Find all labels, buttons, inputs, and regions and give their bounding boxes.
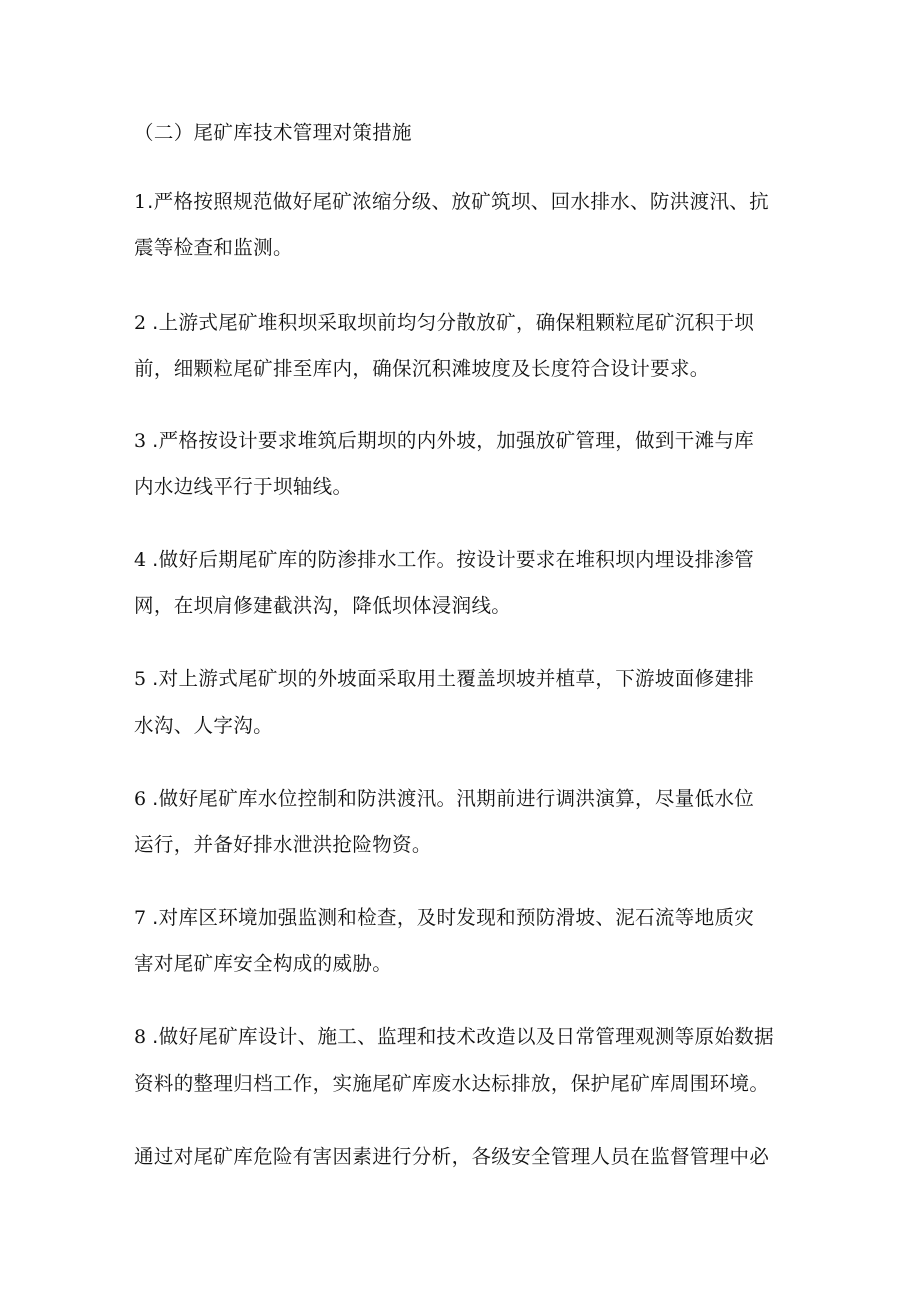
item-1-line-2: 震等检查和监测。	[134, 236, 293, 259]
item-8-line-1	[134, 1024, 774, 1050]
item-6-line-2: 运行，并备好排水泄洪抢险物资。	[134, 833, 432, 856]
item-6-number: 6	[134, 788, 147, 810]
item-4-text-1: .做好后期尾矿库的防渗排水工作。按设计要求在堆积坝内埋设排渗管	[152, 548, 755, 571]
closing-line: 通过对尾矿库危险有害因素进行分析，各级安全管理人员在监督管理中必	[134, 1145, 770, 1168]
item-7-text-1: .对库区环境加强监测和检查，及时发现和预防滑坡、泥石流等地质灾	[152, 906, 755, 929]
item-5-line-2: 水沟、人字沟。	[134, 714, 273, 737]
item-6-line-1	[134, 786, 754, 812]
item-4-line-1	[134, 547, 754, 573]
item-5-line-1	[134, 666, 754, 692]
item-1-line-1	[134, 189, 769, 215]
item-8-text-1: .做好尾矿库设计、施工、监理和技术改造以及日常管理观测等原始数据	[152, 1025, 774, 1048]
item-8-line-2: 资料的整理归档工作，实施尾矿库废水达标排放，保护尾矿库周围环境。	[134, 1072, 770, 1095]
item-6-text-1: .做好尾矿库水位控制和防洪渡汛。汛期前进行调洪演算，尽量低水位	[152, 787, 755, 810]
item-1-number: 1	[134, 191, 147, 213]
item-7-line-1	[134, 905, 754, 931]
section-heading: （二）尾矿库技术管理对策措施	[134, 121, 412, 144]
item-4-number: 4	[134, 549, 147, 571]
item-3-number: 3	[134, 430, 147, 452]
item-4-line-2: 网，在坝肩修建截洪沟，降低坝体浸润线。	[134, 594, 512, 617]
item-3-line-2: 内水边线平行于坝轴线。	[134, 475, 353, 498]
item-2-line-1	[134, 310, 754, 336]
item-2-number: 2	[134, 312, 147, 334]
item-2-line-2: 前，细颗粒尾矿排至库内，确保沉积滩坡度及长度符合设计要求。	[134, 357, 710, 380]
item-5-text-1: .对上游式尾矿坝的外坡面采取用土覆盖坝坡并植草，下游坡面修建排	[152, 667, 755, 690]
item-8-number: 8	[134, 1026, 147, 1048]
item-2-text-1: .上游式尾矿堆积坝采取坝前均匀分散放矿，确保粗颗粒尾矿沉积于坝	[152, 311, 755, 334]
item-7-line-2: 害对尾矿库安全构成的威胁。	[134, 952, 393, 975]
item-5-number: 5	[134, 668, 147, 690]
item-1-text-1: .严格按照规范做好尾矿浓缩分级、放矿筑坝、回水排水、防洪渡汛、抗	[147, 190, 769, 213]
item-3-text-1: .严格按设计要求堆筑后期坝的内外坡，加强放矿管理，做到干滩与库	[152, 429, 755, 452]
item-7-number: 7	[134, 907, 147, 929]
item-3-line-1	[134, 428, 754, 454]
